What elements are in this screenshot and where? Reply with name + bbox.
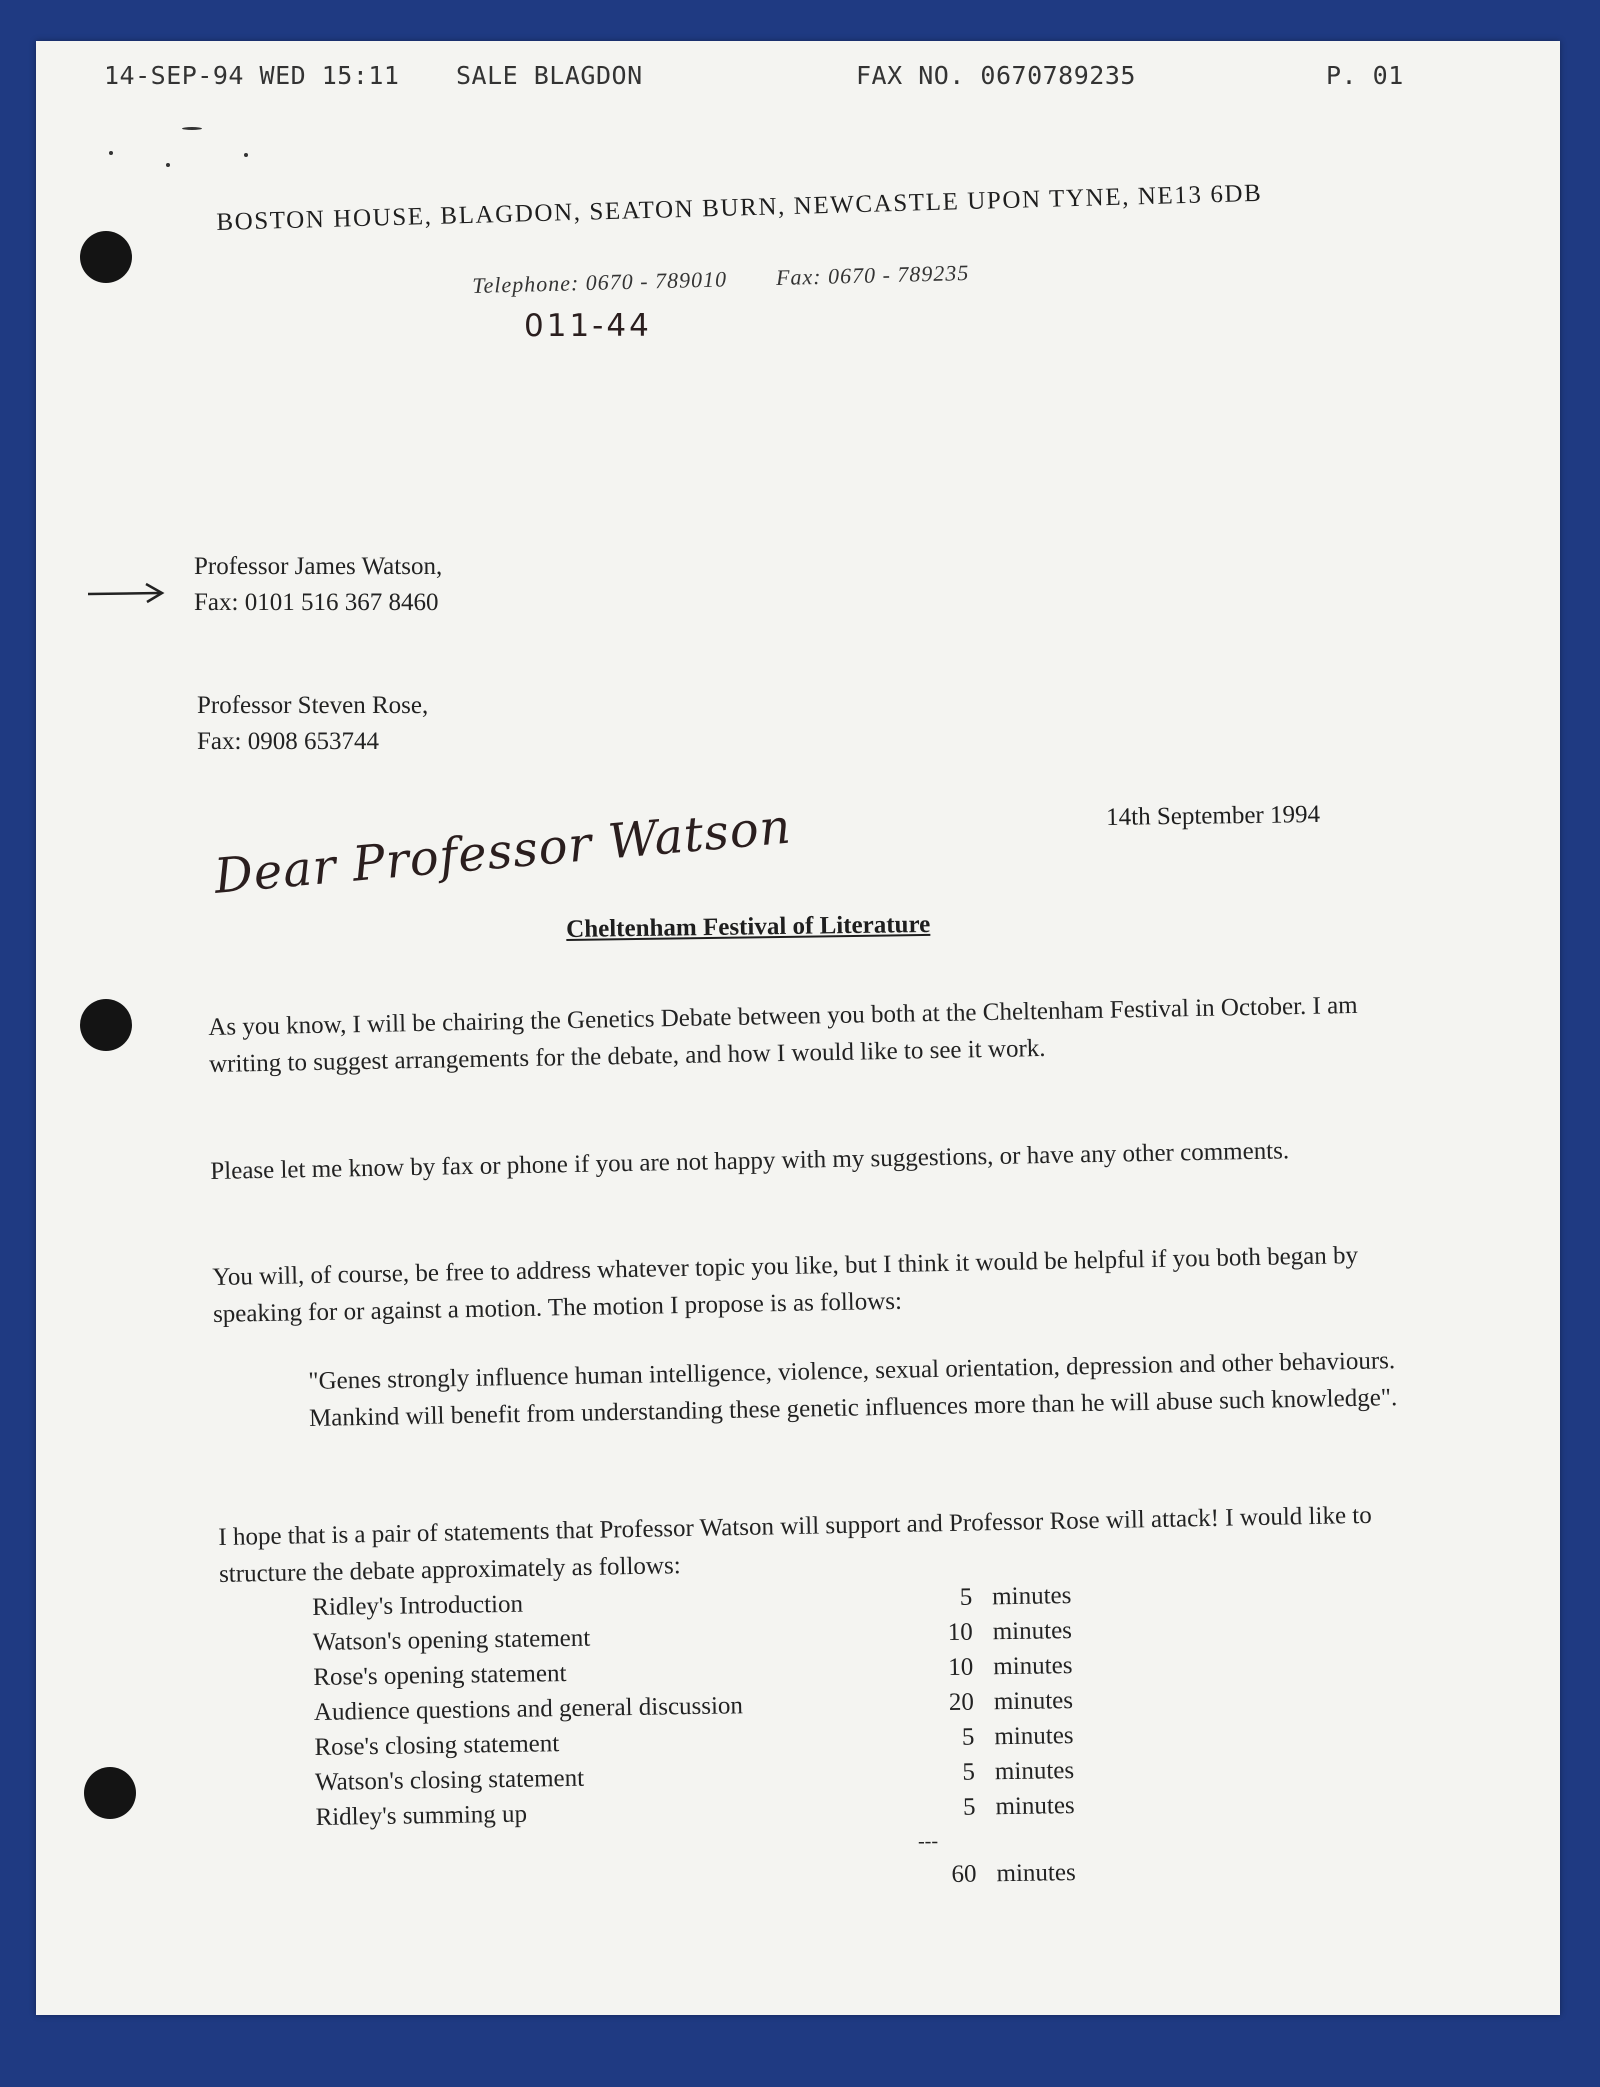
toner-speck bbox=[182, 127, 202, 130]
schedule-minutes: 10 bbox=[947, 1618, 973, 1646]
schedule-total-row bbox=[316, 1855, 1096, 1902]
recipient-fax: Fax: 0908 653744 bbox=[197, 728, 379, 755]
recipient-rose bbox=[197, 688, 428, 760]
schedule-total-separator: --- bbox=[917, 1830, 939, 1853]
schedule-unit: minutes bbox=[994, 1721, 1074, 1750]
letterhead-fax: Fax: 0670 - 789235 bbox=[775, 259, 970, 291]
schedule-unit: minutes bbox=[992, 1616, 1073, 1645]
punch-hole-bottom bbox=[84, 1767, 136, 1819]
schedule-unit: minutes bbox=[995, 1791, 1075, 1820]
paragraph-motion-intro: You will, of course, be free to address whatever topic you like, but I think it would be helpful if you both began by speaking for or against a motion. The motion I propose is as follows: bbox=[212, 1242, 1359, 1328]
schedule-item: Watson's opening statement bbox=[312, 1624, 591, 1656]
handwritten-salutation: Dear Professor Watson bbox=[212, 798, 794, 905]
letterhead-address: BOSTON HOUSE, BLAGDON, SEATON BURN, NEWCASTLE UPON TYNE, NE13 6DB bbox=[216, 179, 1263, 236]
schedule-item: Audience questions and general discussion bbox=[313, 1691, 744, 1726]
fax-page bbox=[36, 41, 1560, 2015]
fax-header-sender: SALE BLAGDON bbox=[456, 61, 643, 90]
schedule-minutes: 5 bbox=[959, 1583, 973, 1611]
recipient-fax: Fax: 0101 516 367 8460 bbox=[194, 589, 439, 616]
fax-header-datetime: 14-SEP-94 WED 15:11 bbox=[104, 61, 400, 90]
schedule-total-minutes: 60 bbox=[951, 1860, 977, 1888]
punch-hole-top bbox=[80, 231, 132, 283]
paragraph-motion: "Genes strongly influence human intelligence, violence, sexual orientation, depression and other behaviours. Mankind will benefit from understanding these genetic influences more than he will abuse such knowledge". bbox=[308, 1347, 1398, 1432]
letterhead-contact bbox=[472, 260, 970, 299]
schedule-minutes: 20 bbox=[948, 1688, 975, 1716]
debate-schedule bbox=[312, 1578, 1097, 1902]
schedule-minutes: 10 bbox=[948, 1653, 974, 1681]
recipient-name: Professor James Watson, bbox=[194, 553, 443, 580]
schedule-item: Rose's opening statement bbox=[313, 1659, 567, 1691]
letterhead-telephone: Telephone: 0670 - 789010 bbox=[472, 266, 728, 298]
paragraph-structure: I hope that is a pair of statements that Professor Watson will support and Professor Rose will attack! I would like to structure the debate approximately as follows: bbox=[218, 1501, 1372, 1588]
recipient-name: Professor Steven Rose, bbox=[197, 692, 429, 719]
schedule-item: Ridley's Introduction bbox=[312, 1590, 524, 1621]
recipient-watson bbox=[194, 549, 442, 621]
schedule-minutes: 5 bbox=[962, 1793, 976, 1821]
toner-speck bbox=[109, 151, 113, 155]
schedule-unit: minutes bbox=[993, 1686, 1074, 1715]
fax-header-page: P. 01 bbox=[1326, 61, 1404, 90]
schedule-unit: minutes bbox=[991, 1581, 1072, 1610]
schedule-unit: minutes bbox=[994, 1756, 1075, 1785]
handwritten-arrow-icon bbox=[84, 579, 168, 607]
schedule-minutes: 5 bbox=[961, 1723, 975, 1751]
schedule-item: Rose's closing statement bbox=[314, 1729, 560, 1761]
paragraph-feedback: Please let me know by fax or phone if you are not happy with my suggestions, or have any other comments. bbox=[210, 1137, 1290, 1185]
letter-title: Cheltenham Festival of Literature bbox=[566, 910, 931, 943]
schedule-unit: minutes bbox=[993, 1651, 1073, 1680]
schedule-total-unit: minutes bbox=[996, 1858, 1076, 1887]
fax-header-fax-number: FAX NO. 0670789235 bbox=[856, 61, 1136, 90]
letter-date: 14th September 1994 bbox=[1106, 801, 1321, 831]
schedule-minutes: 5 bbox=[962, 1758, 976, 1786]
schedule-item: Ridley's summing up bbox=[315, 1800, 528, 1831]
handwritten-dial-prefix: 011-44 bbox=[524, 308, 652, 344]
paragraph-intro: As you know, I will be chairing the Genetics Debate between you both at the Cheltenham Festival in October. I am writing to suggest arrangements for the debate, and how I would like to see it work. bbox=[208, 991, 1358, 1078]
toner-speck bbox=[244, 153, 248, 157]
punch-hole-middle bbox=[80, 999, 132, 1051]
schedule-item: Watson's closing statement bbox=[314, 1764, 585, 1796]
toner-speck bbox=[166, 163, 170, 167]
